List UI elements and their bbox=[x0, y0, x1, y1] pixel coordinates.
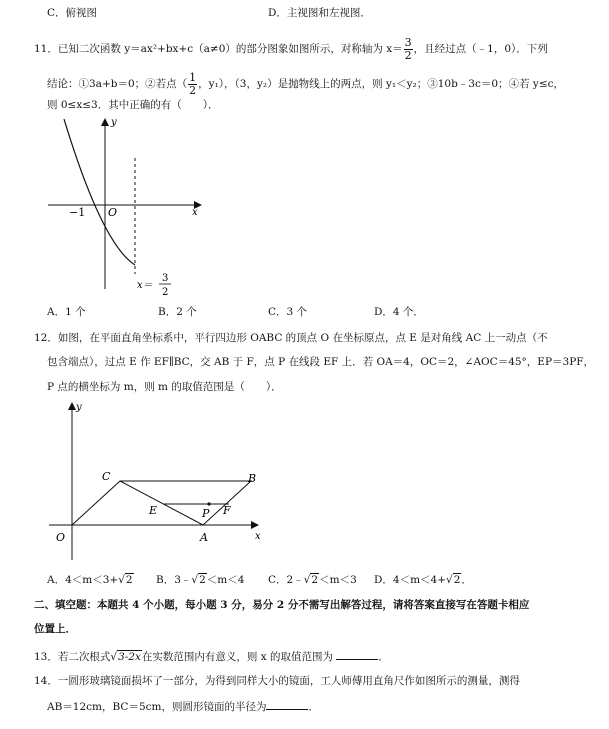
q11-origin-label: O bbox=[108, 206, 118, 219]
q12-option-a: A．4＜m＜3+√2 bbox=[47, 574, 133, 586]
q12-parallelogram-figure bbox=[45, 398, 275, 568]
q12-point-p bbox=[207, 502, 210, 505]
prev-option-c: C．俯视图 bbox=[47, 7, 98, 19]
q14-line2: AB＝12cm，BC＝5cm，则圆形镜面的半径为 ． bbox=[47, 701, 319, 713]
q12-line3: P 点的横坐标为 m，则 m 的取值范围是（ ）． bbox=[47, 381, 282, 393]
q11-line1: 11．已知二次函数 y＝ax²+bx+c（a≠0）的部分图象如图所示，对称轴为 x＝ $\frac{3}{2}$ ，且经过点（﹣1，0）．下列 bbox=[34, 36, 548, 62]
section2-heading-line1: 二、填空题：本题共 4 个小题，每小题 3 分，易分 2 分不需写出解答过程，请将答案直接写在答题卡相应 bbox=[34, 599, 530, 611]
q12-label-p: P bbox=[202, 507, 210, 520]
q12-label-o: O bbox=[56, 531, 66, 544]
q13-radicand: 3-2x bbox=[118, 651, 141, 663]
q12-line2: 包含端点），过点 E 作 EF∥BC，交 AB 于 F，点 P 在线段 EF 上．若 OA＝4，OC＝2，∠AOC＝45°，EP＝3PF， bbox=[47, 356, 595, 368]
q12-label-b: B bbox=[248, 472, 257, 485]
q11-point-fraction: $\frac{1}{2}$ bbox=[189, 71, 197, 97]
q12-label-c: C bbox=[102, 470, 111, 483]
q11-axis-num: 3 bbox=[162, 273, 169, 284]
q11-parabola-curve bbox=[64, 119, 135, 265]
q12-option-d: D．4＜m＜4+√2． bbox=[374, 574, 472, 586]
q14-line1: 14．一圆形玻璃镜面损坏了一部分，为得到同样大小的镜面，工人师傅用直角尺作如图所示的测量，测得 bbox=[34, 675, 520, 687]
q11-option-a: A．1 个 bbox=[47, 306, 86, 318]
q12-label-e: E bbox=[149, 504, 158, 517]
q11-x-label: x bbox=[192, 207, 198, 218]
q11-minus-one-label: −1 bbox=[69, 206, 86, 219]
q11-option-c: C．3 个 bbox=[268, 306, 308, 318]
q12-line1: 12．如图，在平面直角坐标系中，平行四边形 OABC 的顶点 O 在坐标原点，点 E 是对角线 AC 上一动点（不 bbox=[34, 332, 548, 344]
q12-diagonal-ac bbox=[120, 481, 203, 525]
question-13: 13．若二次根式√3-2x在实数范围内有意义，则 x 的取值范围为 ． bbox=[34, 651, 389, 663]
q11-option-b: B．2 个 bbox=[158, 306, 197, 318]
q14-answer-blank bbox=[266, 700, 308, 710]
q11-option-d: D．4 个． bbox=[374, 306, 424, 318]
q12-y-label: y bbox=[76, 402, 82, 413]
section2-heading-line2: 位置上． bbox=[34, 623, 76, 635]
q11-y-label: y bbox=[111, 117, 117, 128]
q12-option-c: C．2﹣√2＜m＜3 bbox=[268, 574, 357, 586]
q12-option-b: B．3﹣√2＜m＜4 bbox=[156, 574, 245, 586]
q11-line2: 结论：①3a+b＝0；②若点（ $\frac{1}{2}$ ，y₁），（3，y₂）是抛物线上的两点，则 y₁＜y₂；③10b﹣3c＝0；④若 y≤c， bbox=[47, 71, 564, 97]
q11-parabola-figure bbox=[42, 114, 242, 304]
prev-option-d: D．主视图和左视图． bbox=[268, 7, 371, 19]
q11-axis-fraction: $\frac{3}{2}$ bbox=[404, 36, 412, 62]
q12-x-label: x bbox=[255, 531, 261, 542]
q11-line3: 则 0≤x≤3．其中正确的有（ ）． bbox=[47, 99, 219, 111]
q12-label-f: F bbox=[223, 504, 231, 517]
q12-label-a: A bbox=[200, 531, 208, 544]
q11-axis-label: x＝ bbox=[137, 280, 153, 291]
q11-number: 11． bbox=[34, 43, 58, 56]
q11-axis-den: 2 bbox=[162, 287, 169, 298]
q13-answer-blank bbox=[336, 650, 378, 660]
